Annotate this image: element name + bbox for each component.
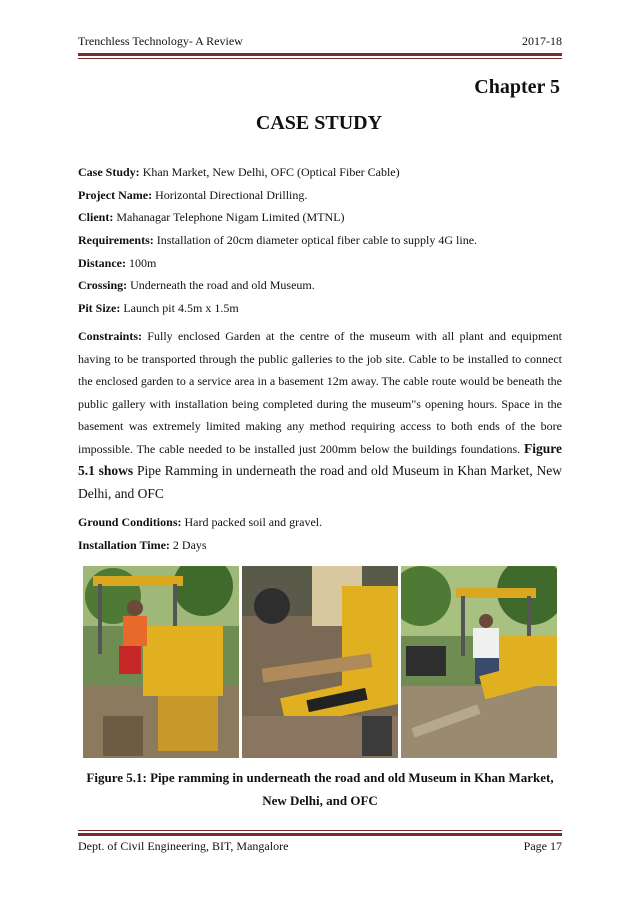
field-project-name: Project Name: Horizontal Directional Drilling. [78, 187, 308, 202]
field-pit-size: Pit Size: Launch pit 4.5m x 1.5m [78, 301, 239, 316]
page-header [78, 34, 562, 49]
figure-photos [83, 566, 557, 758]
field-installation-time: Installation Time: 2 Days [78, 537, 207, 552]
header-year: 2017-18 [522, 34, 562, 48]
caption-line-1: Figure 5.1: Pipe ramming in underneath the road and old Museum in Khan Market, [86, 770, 554, 785]
constraints-paragraph: Constraints: Fully enclosed Garden at the centre of the museum with all plant and equipment having to be transported through the public galleries to the job site. Cable to be installed to connect the enclosed garden to a service area in a basement 12m away. The cable route would be beneath the public gallery with installation being completed during the museum"s opening hours. Space in the basement was extremely limited making any method requiring access to both ends of the bore impossible. The cable needed to be installed just 200mm below the buildings foundations. Figure 5.1 shows Pipe Ramming in underneath the road and old Museum in Khan Market, New Delhi, and OFC [78, 329, 562, 501]
project-details [78, 164, 562, 323]
field-distance: Distance: 100m [78, 255, 157, 270]
site-details [78, 514, 562, 559]
photo-drilling-site [401, 566, 557, 758]
field-ground-conditions: Ground Conditions: Hard packed soil and gravel. [78, 515, 323, 529]
chapter-heading: Chapter 5 [474, 76, 560, 98]
field-case-study: Case Study: Khan Market, New Delhi, OFC (Optical Fiber Cable) [78, 165, 400, 179]
figure-caption [78, 766, 562, 812]
footer-department: Dept. of Civil Engineering, BIT, Mangalore [78, 839, 289, 853]
footer-rule-thin [78, 830, 562, 831]
caption-line-2: New Delhi, and OFC [262, 793, 378, 808]
header-rule-thick [78, 53, 562, 56]
header-rule-thin [78, 58, 562, 59]
header-title: Trenchless Technology- A Review [78, 34, 243, 48]
page-footer [78, 839, 562, 854]
section-title: CASE STUDY [255, 112, 383, 134]
page-number: Page 17 [523, 839, 562, 853]
photo-drill-rig-operator [83, 566, 239, 758]
field-client: Client: Mahanagar Telephone Nigam Limited (MTNL) [78, 210, 345, 225]
field-requirements: Requirements: Installation of 20cm diameter optical fiber cable to supply 4G line. [78, 233, 478, 248]
footer-rule-thick [78, 833, 562, 836]
photo-pipe-ramming-machine [242, 566, 398, 758]
figure-reference: Figure 5.1 shows Pipe Ramming in underneath the road and old Museum in Khan Market, New Delhi, and OFC [78, 440, 562, 501]
field-crossing: Crossing: Underneath the road and old Museum. [78, 278, 315, 293]
